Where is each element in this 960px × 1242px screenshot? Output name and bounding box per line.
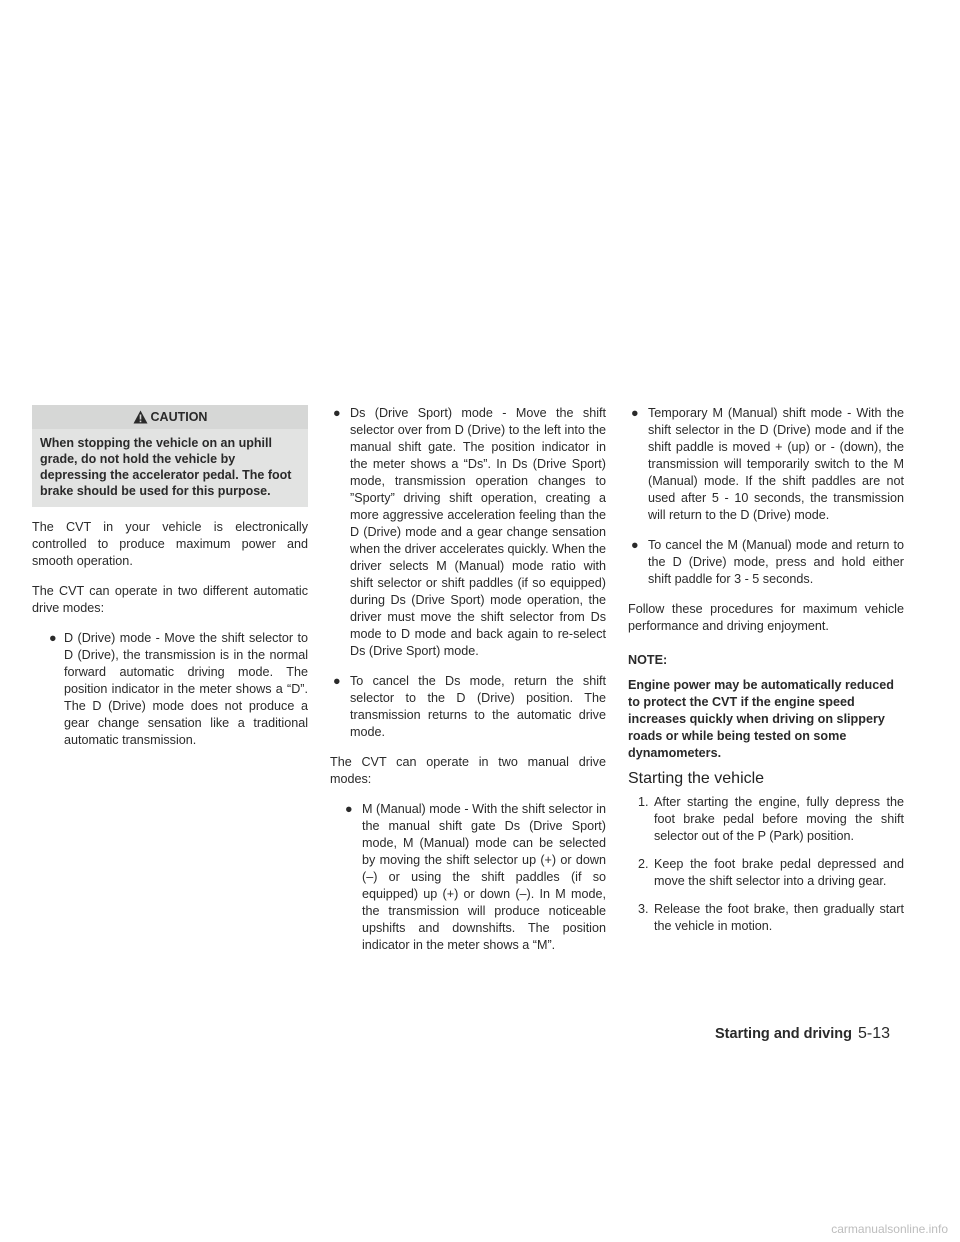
list-item [628, 537, 904, 588]
page-number: 5-13 [857, 1025, 890, 1042]
paragraph: Follow these procedures for maximum vehicle performance and driving enjoyment. [628, 602, 904, 633]
column-right [628, 405, 904, 946]
caution-header [32, 405, 308, 429]
list-item-text: To cancel the Ds mode, return the shift selector to the D (Drive) position. The transmission returns to the automatic drive mode. [350, 674, 606, 739]
step-item [628, 901, 904, 935]
step-number: 3. [638, 902, 649, 916]
watermark: carmanualsonline.info [831, 1222, 948, 1236]
caution-text: When stopping the vehicle on an uphill grade, do not hold the vehicle by depressing the accelerator pedal. The foot brake should be used for this purpose. [40, 436, 292, 498]
list-item-text: Ds (Drive Sport) mode - Move the shift selector over from D (Drive) to the left into the manual shift gate. The position indicator in the meter shows a “Ds”. In Ds (Drive Sport) mode, transmission operation changes to ”Sporty” driving shift operation, creating a more aggressive acceleration feeling than the D (Drive) mode and a gear change sensation when the driver accelerates quickly. When the driver selects M (Manual) mode ratio with shift selector or shift paddles (if so equipped) during Ds (Drive Sport) mode operation, the driver must move the shift selector from Ds mode to D mode and back again to re-select Ds (Drive Sport) mode. [350, 406, 606, 658]
list-item [330, 801, 606, 954]
paragraph: The CVT in your vehicle is electronically controlled to produce maximum power and smooth operation. [32, 520, 308, 568]
section-heading: Starting the vehicle [628, 770, 765, 787]
list-item [330, 405, 606, 660]
bullet-icon: ● [631, 406, 639, 420]
note-text: Engine power may be automatically reduced to protect the CVT if the engine speed increases quickly when driving on slippery roads or while being tested on some dynamometers. [628, 678, 894, 760]
step-text: After starting the engine, fully depress the foot brake pedal before moving the shift selector out of the P (Park) position. [654, 795, 904, 843]
page-footer [715, 1025, 890, 1043]
step-number: 2. [638, 857, 649, 871]
note-label: NOTE: [628, 653, 668, 667]
step-text: Keep the foot brake pedal depressed and move the shift selector into a driving gear. [654, 857, 904, 888]
bullet-icon: ● [333, 406, 341, 420]
bullet-icon: ● [345, 802, 353, 816]
bullet-icon: ● [631, 538, 639, 552]
list-item-text: D (Drive) mode - Move the shift selector to D (Drive), the transmission is in the normal forward automatic driving mode. The position indicator in the meter shows a “D”. The D (Drive) mode does not produce a gear change sensation like a traditional automatic transmission. [64, 631, 308, 747]
footer-section: Starting and driving [715, 1026, 852, 1042]
bullet-icon: ● [49, 631, 57, 645]
paragraph: The CVT can operate in two different automatic drive modes: [32, 584, 308, 615]
list-item-text: M (Manual) mode - With the shift selector in the manual shift gate Ds (Drive Sport) mode, M (Manual) mode can be selected by moving the shift selector up (+) or down (–) or using the shift paddles (if so equipped) up (+) or down (–). In M mode, the transmission will produce noticeable upshifts and downshifts. The position indicator in the meter shows a “M”. [362, 802, 606, 952]
list-item [32, 630, 308, 749]
list-item-text: Temporary M (Manual) shift mode - With the shift selector in the D (Drive) mode and if the shift paddle is moved + (up) or - (down), the transmission will temporarily switch to the M (Manual) mode. If the shift paddles are not used after 5 - 10 seconds, the transmission will return to the D (Drive) mode. [648, 406, 904, 522]
list-item [628, 405, 904, 524]
caution-box [32, 405, 308, 507]
step-item [628, 856, 904, 890]
caution-title: CAUTION [150, 410, 208, 424]
paragraph: The CVT can operate in two manual drive modes: [330, 755, 606, 786]
column-left [32, 405, 308, 762]
step-text: Release the foot brake, then gradually start the vehicle in motion. [654, 902, 904, 933]
list-item-text: To cancel the M (Manual) mode and return to the D (Drive) mode, press and hold either shift paddle for 3 - 5 seconds. [648, 538, 904, 586]
step-number: 1. [638, 795, 649, 809]
column-middle [330, 405, 606, 967]
list-item [330, 673, 606, 741]
step-item [628, 794, 904, 845]
warning-icon [133, 410, 148, 424]
bullet-icon: ● [333, 674, 341, 688]
